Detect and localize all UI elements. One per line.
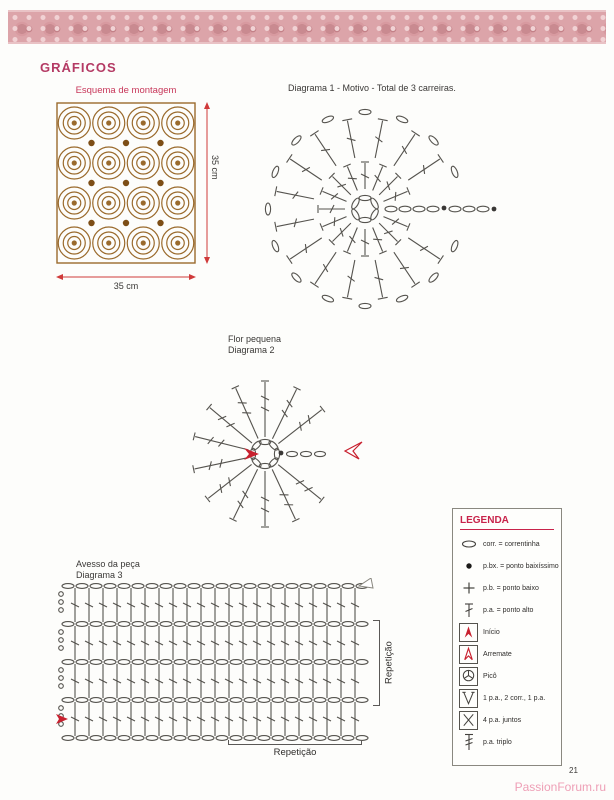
diagram3-graphic bbox=[55, 578, 375, 750]
legend-item-label: p.a. triplo bbox=[483, 738, 512, 746]
repeat-label-side: Repetição bbox=[383, 641, 395, 685]
diagram2-title-line1: Flor pequena bbox=[228, 334, 282, 344]
double-crochet-icon bbox=[459, 601, 478, 620]
v-stitch-icon bbox=[459, 689, 478, 708]
montage-title: Esquema de montagem bbox=[75, 85, 177, 96]
legend-item-label: corr. = correntinha bbox=[483, 540, 540, 548]
legend-item-v-stitch bbox=[453, 687, 561, 709]
legend-title: LEGENDA bbox=[460, 515, 554, 530]
width-dimension-label: 35 cm bbox=[113, 281, 139, 291]
repeat-bracket-bottom bbox=[228, 740, 362, 745]
cluster-icon bbox=[459, 711, 478, 730]
legend-item-label: 4 p.a. juntos bbox=[483, 716, 522, 724]
picot-icon bbox=[459, 667, 478, 686]
slip-stitch-icon bbox=[459, 557, 478, 576]
height-dimension-label: 35 cm bbox=[210, 155, 220, 180]
repeat-label-bottom: Repetição bbox=[273, 747, 317, 758]
fasten-off-arrow-icon bbox=[459, 645, 478, 664]
decorative-border-band bbox=[8, 10, 606, 44]
diagram1-joining-chain bbox=[385, 206, 496, 212]
fasten-off-arrow bbox=[345, 442, 362, 459]
diagram2-title-line2: Diagrama 2 bbox=[228, 345, 275, 355]
legend-item-label: 1 p.a., 2 corr., 1 p.a. bbox=[483, 694, 546, 702]
watermark: PassionForum.ru bbox=[514, 780, 606, 794]
diagram1-title: Diagrama 1 - Motivo - Total de 3 carreiras. bbox=[288, 83, 456, 93]
start-arrow-icon bbox=[459, 623, 478, 642]
fasten-off-arrow bbox=[359, 578, 373, 588]
legend-item-label: Arremate bbox=[483, 650, 512, 658]
legend-item-triple-treble bbox=[453, 731, 561, 753]
legend-item-start bbox=[453, 621, 561, 643]
legend-item-fasten-off bbox=[453, 643, 561, 665]
triple-treble-icon bbox=[459, 733, 478, 752]
diagram2-title bbox=[228, 334, 281, 356]
page-number: 21 bbox=[569, 766, 578, 775]
legend-item-single-crochet bbox=[453, 577, 561, 599]
legend-item-slip-stitch bbox=[453, 555, 561, 577]
legend-item-label: Picô bbox=[483, 672, 497, 680]
page-title: GRÁFICOS bbox=[40, 60, 117, 75]
chain-stitch-icon bbox=[459, 535, 478, 554]
legend-item-label: p.b. = ponto baixo bbox=[483, 584, 539, 592]
diagram3-title-line1: Avesso da peça bbox=[76, 559, 140, 569]
legend-item-cluster bbox=[453, 709, 561, 731]
legend-item-chain bbox=[453, 533, 561, 555]
diagram2-graphic bbox=[165, 357, 380, 552]
repeat-bracket-side bbox=[373, 620, 380, 706]
legend-item-label: p.a. = ponto alto bbox=[483, 606, 534, 614]
legend-item-picot bbox=[453, 665, 561, 687]
legend-item-double-crochet bbox=[453, 599, 561, 621]
legend-item-label: p.bx. = ponto baixíssimo bbox=[483, 562, 559, 570]
montage-graphic bbox=[50, 96, 225, 291]
diagram3-title-line2: Diagrama 3 bbox=[76, 570, 123, 580]
legend-box bbox=[452, 508, 562, 766]
diagram1-graphic bbox=[255, 96, 505, 326]
single-crochet-icon bbox=[459, 579, 478, 598]
legend-item-label: Início bbox=[483, 628, 500, 636]
